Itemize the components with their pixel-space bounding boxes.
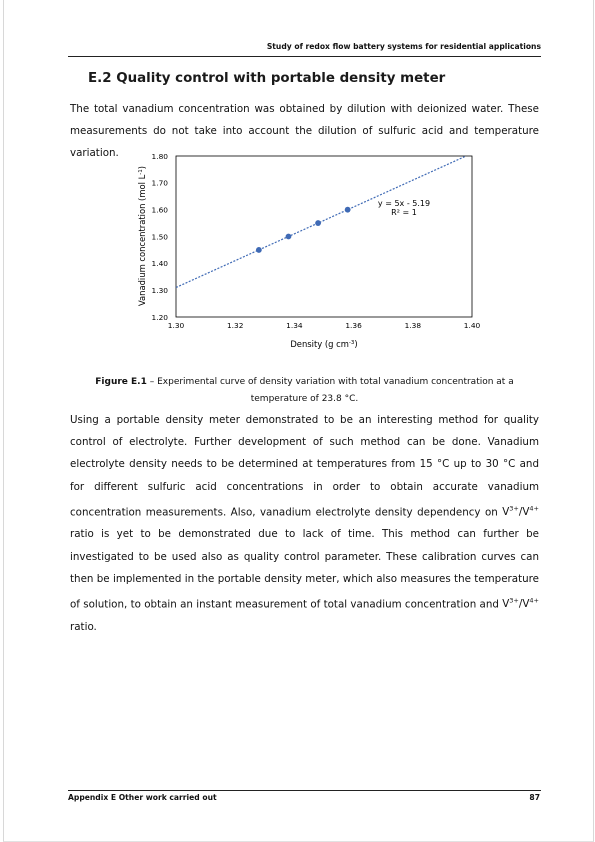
x-tick-label: 1.30 <box>167 321 185 330</box>
data-point <box>256 247 262 253</box>
y-tick-label: 1.30 <box>151 285 168 295</box>
trend-equation: y = 5x - 5.19 <box>377 199 431 208</box>
caption-separator: – <box>146 377 158 387</box>
footer-rule <box>68 790 541 791</box>
x-tick-label: 1.36 <box>345 321 362 330</box>
y-tick-label: 1.60 <box>151 205 168 215</box>
x-tick-labels <box>168 321 481 330</box>
y-tick-label: 1.70 <box>151 178 168 188</box>
x-tick-label: 1.34 <box>286 321 303 330</box>
trend-r2: R² = 1 <box>391 208 417 217</box>
figure-caption <box>70 374 539 408</box>
section-number: E.2 <box>88 71 112 86</box>
x-tick-label: 1.40 <box>463 321 481 330</box>
x-axis-label: Density (g $cm^{-3}$) <box>290 339 358 349</box>
intro-text: The total vanadium concentration was obtained by dilution with deionized water. These measurements do not take into account the dilution of sulfuric acid and temperature variation. <box>70 103 539 160</box>
ratio-v3-v4: $V^{3+}/V^{4+}$ <box>502 597 539 611</box>
y-tick-label: 1.80 <box>151 151 168 161</box>
running-header: Study of redox flow battery systems for residential applications <box>266 42 541 51</box>
y-tick-label: 1.50 <box>151 232 168 242</box>
data-point <box>315 220 321 226</box>
footer-left: Appendix E Other work carried out <box>68 793 217 802</box>
header-rule <box>68 56 541 57</box>
y-axis-label: Vanadium concentration (mol $L^{-1}$) <box>137 165 147 307</box>
y-tick-label: 1.40 <box>151 259 168 269</box>
x-tick-label: 1.32 <box>226 321 244 330</box>
section-title: Quality control with portable density meter <box>116 71 446 86</box>
y-tick-labels <box>152 152 169 322</box>
plot-area <box>176 156 472 317</box>
data-point <box>286 234 292 240</box>
body-text: Using a portable density meter demonstrated to be an interesting method for quality control of electrolyte. Further development of such method can be done. Vanadium electrolyte density needs to be determined at temperatures from 15 °C up to 30 °C and for different sulfuric acid concentrations in order to obtain accurate vanadium concentration measurements. Also, vanadium electrolyte density dependency on $V^{3+}/V^{4+}$ ratio is yet to be demonstrated due to lack of time. This method can further be investigated to be used also as quality control parameter. These calibration curves can then be implemented in the portable density meter, which also measures the temperature of solution, to obtain an instant measurement of total vanadium concentration and $V^{3+}/V^{4+}$ ratio. <box>70 414 539 633</box>
y-tick-label: 1.20 <box>151 312 168 322</box>
section-heading <box>88 71 445 86</box>
body-paragraph <box>70 409 539 638</box>
ratio-v3-v4: $V^{3+}/V^{4+}$ <box>502 504 539 519</box>
x-tick-label: 1.38 <box>404 321 422 330</box>
page-number: 87 <box>529 793 540 802</box>
data-point <box>345 207 351 213</box>
density-chart <box>130 148 481 358</box>
figure-label: Figure E.1 <box>95 377 147 387</box>
caption-text: Experimental curve of density variation with total vanadium concentration at a temperature of 23.8 °C. <box>157 377 514 404</box>
